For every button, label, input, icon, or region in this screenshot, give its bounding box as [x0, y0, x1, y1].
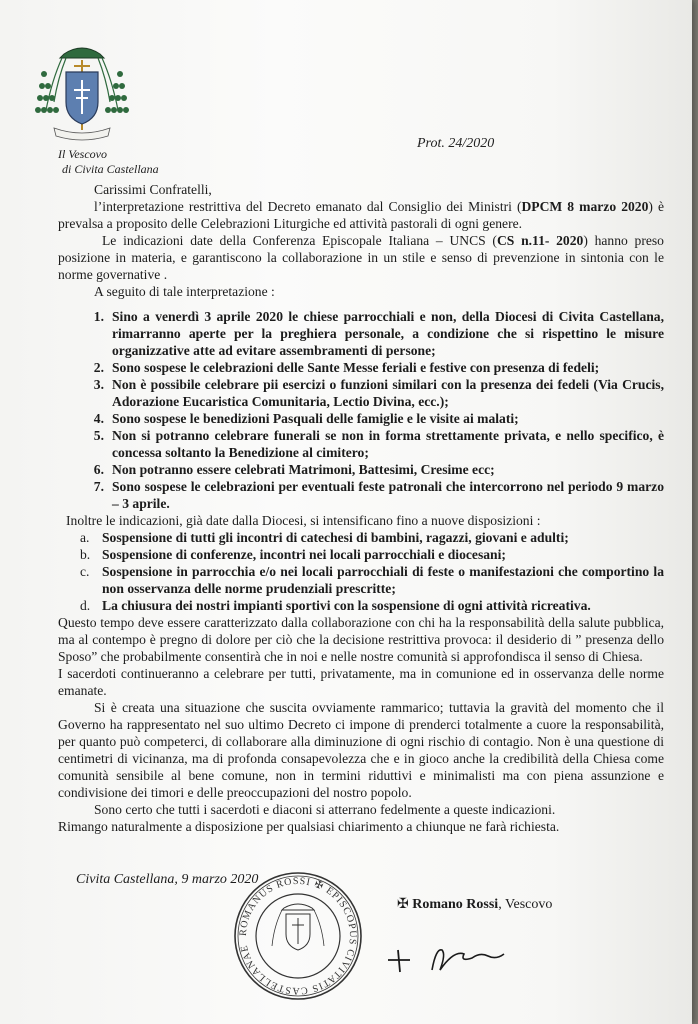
- list-item: [80, 546, 664, 563]
- list-number: 1.: [93, 309, 104, 324]
- list-text: Sino a venerdì 3 aprile 2020 le chiese parrocchiali e non, della Diocesi di Civita Castellana, rimarranno aperte per la preghiera personale, a condizione che si rispettino le misure organizzative atte ad evitare assembramenti di persone;: [112, 309, 664, 358]
- list-number: 2.: [93, 360, 104, 375]
- list-item: [80, 563, 664, 597]
- list-number: 7.: [93, 479, 104, 494]
- list-text: Sono sospese le benedizioni Pasquali delle famiglie e le visite ai malati;: [112, 411, 519, 426]
- list-letter: b.: [80, 547, 91, 562]
- text: ) è prevalsa a proposito delle Celebrazioni Liturgiche ed attività pastorali di ogni genere.: [58, 199, 665, 231]
- list-item: [80, 359, 664, 376]
- paragraph-cei: [58, 232, 664, 283]
- list-number: 5.: [93, 428, 104, 443]
- list-text: La chiusura dei nostri impianti sportivi con la sospensione di ogni attività ricreativa.: [102, 598, 591, 613]
- issuer-title: Il Vescovo: [58, 147, 107, 161]
- paragraph-time: Questo tempo deve essere caratterizzato dalla collaborazione con chi ha la responsabilità della salute pubblica, ma al contempo è pregno di dolore per ciò che la decisione restrittiva provoca: il desiderio di ” presenza dello Sposo” che probabilmente consentirà che in noi e nelle nostre comunità si approfondisca il senso di Chiesa.: [58, 615, 664, 664]
- list-item: [80, 376, 664, 410]
- paragraph-intro-list: A seguito di tale interpretazione :: [94, 284, 275, 299]
- paragraph-priests: I sacerdoti continueranno a celebrare per tutti, privatamente, ma in comunione ed in osservanza delle norme emanate.: [58, 666, 664, 698]
- list-text: Non potranno essere celebrati Matrimoni, Battesimi, Cresime ecc;: [112, 462, 495, 477]
- seal-text-path: ROMANUS ROSSI ✠ EPISCOPUS CIVITATIS CASTELLANAE: [237, 875, 359, 997]
- list-item: [80, 410, 664, 427]
- list-number: 4.: [93, 411, 104, 426]
- list-item: [80, 529, 664, 546]
- place-date: Civita Castellana, 9 marzo 2020: [76, 872, 259, 887]
- list-number: 3.: [93, 377, 104, 392]
- paragraph-situation: Si è creata una situazione che suscita ovviamente rammarico; tuttavia la gravità del momento che il Governo ha rappresentato nel suo ultimo Decreto ci impone di prenderci totalmente a cuore la responsabilità, per quanto può competerci, di collaborare alla diminuzione di ogni rischio di contagio. Non è una questione di centimetri di vicinanza, ma di profonda consapevolezza che e in gioco anche la credibilità della Chiesa come comunità sensibile al bene comune, non in termini riduttivi e minimalisti ma con piena assunzione e condivisione dei timori e delle preoccupazioni del nostro popolo.: [58, 700, 664, 800]
- list-item: [80, 308, 664, 359]
- list-text: Non si potranno celebrare funerali se non in forma strettamente privata, e nello specifico, è concessa soltanto la Benedizione al cimitero;: [112, 428, 664, 460]
- list-text: Sospensione di tutti gli incontri di catechesi di bambini, ragazzi, giovani e adulti;: [102, 530, 569, 545]
- list-letter: c.: [80, 564, 90, 579]
- protocol-number: Prot. 24/2020: [417, 136, 495, 151]
- cross-icon: ✠: [397, 897, 409, 912]
- signer-name: Romano Rossi: [412, 897, 499, 912]
- issuer-diocese: di Civita Castellana: [62, 162, 159, 176]
- list-item: [80, 461, 664, 478]
- paragraph-decree: [58, 198, 664, 232]
- list-text: Sono sospese le celebrazioni per eventuali feste patronali che intercorrono nel periodo 9 marzo – 3 aprile.: [112, 479, 664, 511]
- list-text: Non è possibile celebrare pii esercizi o funzioni similari con la presenza dei fedeli (Via Crucis, Adorazione Eucaristica Comunitaria, Lectio Divina, ecc.);: [112, 377, 664, 409]
- list-item: [80, 427, 664, 461]
- text: Le indicazioni date della Conferenza Episcopale Italiana – UNCS (: [102, 233, 497, 248]
- handwritten-signature: [380, 940, 520, 980]
- numbered-directives-list: [80, 308, 664, 512]
- decree-reference: DPCM 8 marzo 2020: [521, 199, 649, 214]
- list-text: Sospensione in parrocchia e/o nei locali parrocchiali di feste o manifestazioni che comportino la non osservanza delle norme prudenziali prescritte;: [102, 564, 664, 596]
- coat-of-arms-icon: [34, 40, 130, 142]
- lettered-directives-list: [80, 529, 664, 614]
- list-text: Sospensione di conferenze, incontri nei locali parrocchiali e diocesani;: [102, 547, 506, 562]
- list-letter: d.: [80, 598, 91, 613]
- list-item: [80, 597, 664, 614]
- paragraph-availability: Rimango naturalmente a disposizione per qualsiasi chiarimento a chiunque ne farà richiesta.: [58, 819, 560, 834]
- cei-reference: CS n.11- 2020: [496, 233, 584, 248]
- signer-title: , Vescovo: [498, 897, 553, 912]
- list-number: 6.: [93, 462, 104, 477]
- issuer-block: [58, 147, 159, 177]
- text: l’interpretazione restrittiva del Decreto emanato dal Consiglio dei Ministri (: [94, 199, 522, 214]
- list-item: [80, 478, 664, 512]
- episcopal-seal-icon: [232, 870, 364, 1002]
- signer-line: [397, 896, 552, 913]
- letter-body: [58, 181, 664, 835]
- text: ) hanno preso posizione in materia, e garantiscono la collaborazione in un stile e senso di prevenzione in sintonia con le norme governative .: [58, 233, 664, 282]
- list-letter: a.: [80, 530, 90, 545]
- list-text: Sono sospese le celebrazioni delle Sante Messe feriali e festive con presenza di fedeli;: [112, 360, 600, 375]
- paragraph-further: Inoltre le indicazioni, già date dalla Diocesi, si intensificano fino a nuove disposizioni :: [66, 513, 541, 528]
- paragraph-confidence: Sono certo che tutti i sacerdoti e diaconi si atterrano fedelmente a queste indicazioni.: [94, 802, 556, 817]
- salutation: Carissimi Confratelli,: [94, 182, 212, 197]
